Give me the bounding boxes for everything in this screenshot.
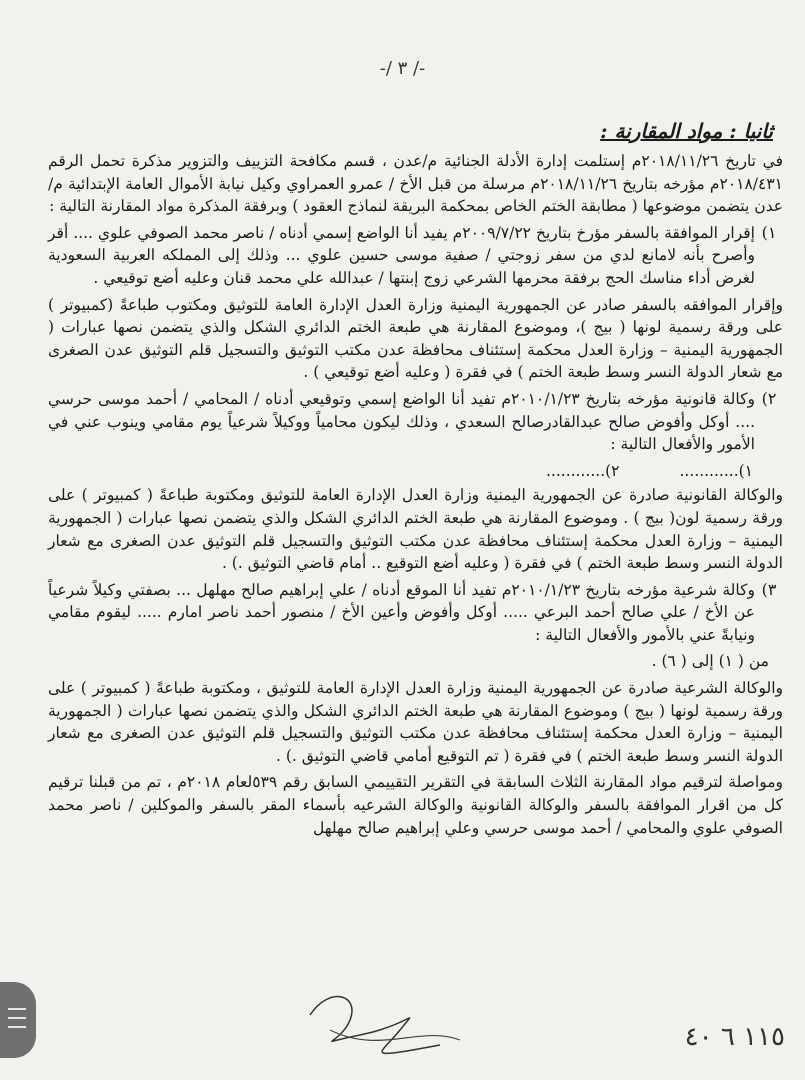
item-number: ٢) [761,388,777,408]
section-heading: ثانيا : مواد المقارنة : [600,119,773,143]
item-number: ٣) [761,579,777,599]
signature-scribble [60,975,760,1075]
document-body [48,118,783,843]
page-number: -/ ٣ /- [379,58,426,79]
item-text: إقرار الموافقة بالسفر مؤرخ بتاريخ ٢٠٠٩/٧/٢٢م يفيد أنا الواضع إسمي أدناه / ناصر محمد الصوفي علوي .... أقر وأصرح بأنه لامانع لدي من سفر زوجتي / صفية موسى حسين علوي ... وذلك إلى المملكه العربية السعودية لغرض أداء مناسك الحج برفقة محرمها الشرعي زوج إبنتها / عبدالله علي محمد قنان وعليه أضع توقيعي . [48,223,755,287]
stamp-mark: ١١٥ ٦ ٤٠ [684,1022,785,1052]
sub-list-item: ٢)............ [546,461,620,480]
scroll-handle[interactable] [0,982,36,1058]
list-item [48,388,783,456]
item-detail: وإقرار الموافقه بالسفر صادر عن الجمهورية اليمنية وزارة العدل الإدارة العامة للتوثيق ومكتوب طباعةً (كمبيوتر ) على ورقة رسمية لونها ( بيج )، وموضوع المقارنة هي طبعة الختم الدائري الشكل والذي يتضمن نصها عبارات ( الجمهورية اليمنية – وزارة العدل محكمة إستئناف محافظة عدن مكتب التوثيق والتسجيل قلم التوثيق عدن الصغرى مع شعار الدولة النسر وسط طبعة الختم ) في فقرة ( وعليه أضع توقيعي ) . [48,295,783,382]
item-detail: والوكالة القانونية صادرة عن الجمهورية اليمنية وزارة العدل الإدارة العامة للتوثيق ومكتوبة طباعةً ( كمبيوتر ) على ورقة رسمية لون( بيج ) . وموضوع المقارنة هي طبعة الختم الدائري الشكل والذي يتضمن نصها عبارات ( الجمهورية اليمنية – وزارة العدل محكمة إستئناف محافظة عدن مكتب التوثيق والتسجيل قلم التوثيق عدن الصغرى مع شعار الدولة النسر وسط طبعة الختم ) في فقرة ( وعليه أضع التوقيع .. أمام قاضي التوثيق .) . [48,486,783,573]
sub-list-item: ١)............ [679,461,753,480]
item-range: من ( ١) إلى ( ٦) . [651,652,769,671]
closing-paragraph: ومواصلة لترقيم مواد المقارنة الثلاث السابقة في التقرير التقييمي السابق رقم ٥٣٩لعام ٢٠١٨م ، تم من قبلنا ترقيم كل من اقرار الموافقة بالسفر والوكالة القانونية والوكالة الشرعيه بأسماء المقر بالسفر والموكلين / ناصر محمد الصوفي علوي والمحامي / أحمد موسى حرسي وعلي إبراهيم صالح مهلهل [48,773,783,837]
item-detail: والوكالة الشرعية صادرة عن الجمهورية اليمنية وزارة العدل الإدارة العامة للتوثيق ، ومكتوبة طباعةً ( كمبيوتر ) على ورقة رسمية لونها ( بيج ) وموضوع المقارنة هي طبعة الختم الدائري الشكل والذي يتضمن نصها عبارات ( الجمهورية اليمنية – وزارة العدل محكمة إستئناف محافظة عدن مكتب التوثيق والتسجيل قلم التوثيق عدن الصغرى مع شعار الدولة النسر وسط طبعة الختم ) في فقرة ( تم التوقيع أمامي قاضي التوثيق .) . [48,679,783,765]
intro-paragraph: في تاريخ ٢٠١٨/١١/٢٦م إستلمت إدارة الأدلة الجنائية م/عدن ، قسم مكافحة التزييف والتزوير مذكرة تحمل الرقم ٢٠١٨/٤٣١م مؤرخه بتاريخ ٢٠١٨/١١/٢٦م مرسلة من قبل الأخ / عمرو العمراوي وكيل نيابة الأموال العامة الإبتدائية م/عدن يتضمن موضوعها ( مطابقة الختم الخاص بمحكمة البريقة لنماذج العقود ) وبرفقة المذكرة مواد المقارنة التالية : [48,152,783,216]
sub-list [48,460,783,483]
list-item [48,579,783,647]
item-text: وكالة قانونية مؤرخه بتاريخ ٢٠١٠/١/٢٣م تفيد أنا الواضع إسمي وتوقيعي أدناه / المحامي / أحمد موسى حرسي .... أوكل وأفوض صالح عبدالقادرصالح السعدي ، وذلك ليكون محامياً ووكيلاً شرعياً يوم مقامي وينوب عني في الأمور والأفعال التالية : [48,389,755,454]
item-text: وكالة شرعية مؤرخه بتاريخ ٢٠١٠/١/٢٣م تفيد أنا الموقع أدناه / علي إبراهيم صالح مهلهل ... بصفتي وكيلاً شرعياً عن الأخ / علي صالح أحمد البرعي ..... أوكل وأفوض وأعين الأخ / منصور أحمد ناصر امارم ..... ليقوم مقامي ونيابةً عني بالأمور والأفعال التالية : [48,580,755,644]
item-number: ١) [761,222,777,242]
list-item [48,222,783,290]
